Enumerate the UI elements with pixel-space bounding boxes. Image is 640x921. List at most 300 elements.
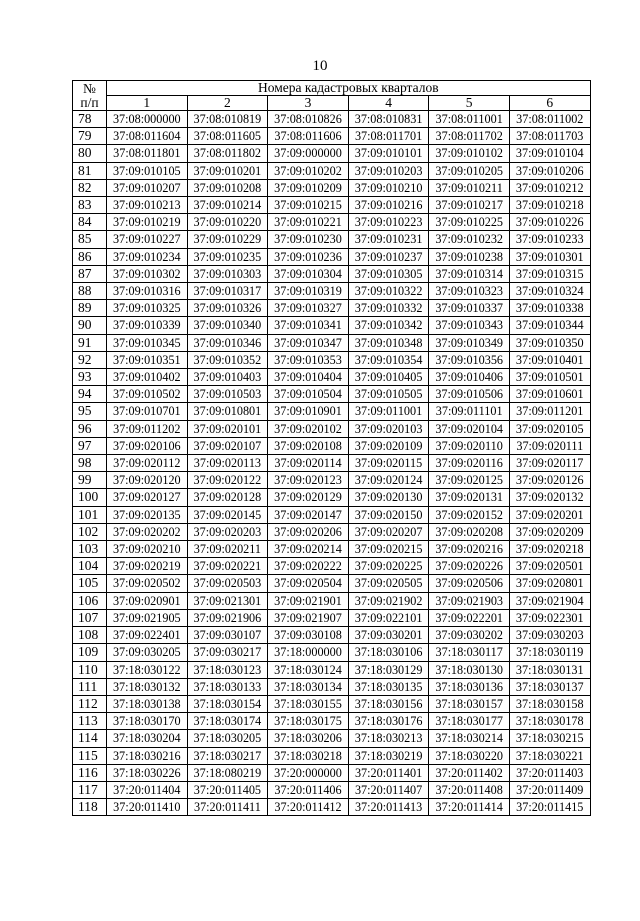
cadastral-number-cell: 37:09:020207 <box>348 523 429 540</box>
column-number-row <box>73 96 591 111</box>
cadastral-number-cell: 37:18:030154 <box>187 695 268 712</box>
cadastral-number-cell: 37:09:011202 <box>107 420 188 437</box>
cadastral-number-cell: 37:09:010208 <box>187 179 268 196</box>
cadastral-number-cell: 37:09:020211 <box>187 541 268 558</box>
cadastral-number-cell: 37:09:010214 <box>187 197 268 214</box>
row-number-cell: 93 <box>73 369 107 386</box>
cadastral-number-cell: 37:09:021902 <box>348 592 429 609</box>
cadastral-number-cell: 37:09:010317 <box>187 283 268 300</box>
row-number-cell: 83 <box>73 197 107 214</box>
cadastral-number-cell: 37:20:011401 <box>348 764 429 781</box>
cadastral-number-cell: 37:20:011402 <box>429 764 510 781</box>
row-number-cell: 113 <box>73 713 107 730</box>
cadastral-number-cell: 37:09:010325 <box>107 300 188 317</box>
cadastral-number-cell: 37:09:010406 <box>429 369 510 386</box>
cadastral-number-cell: 37:09:010347 <box>268 334 349 351</box>
cadastral-number-cell: 37:09:020501 <box>509 558 590 575</box>
cadastral-number-cell: 37:09:010345 <box>107 334 188 351</box>
cadastral-number-cell: 37:08:000000 <box>107 111 188 128</box>
table-row <box>73 523 591 540</box>
row-number-cell: 89 <box>73 300 107 317</box>
cadastral-number-cell: 37:09:010404 <box>268 369 349 386</box>
cadastral-number-cell: 37:09:010212 <box>509 179 590 196</box>
column-header: 4 <box>348 96 429 111</box>
row-number-cell: 114 <box>73 730 107 747</box>
table-row <box>73 747 591 764</box>
cadastral-number-cell: 37:09:010343 <box>429 317 510 334</box>
cadastral-number-cell: 37:09:010501 <box>509 369 590 386</box>
row-number-cell: 91 <box>73 334 107 351</box>
table-row <box>73 489 591 506</box>
cadastral-number-cell: 37:09:020225 <box>348 558 429 575</box>
row-number-cell: 86 <box>73 248 107 265</box>
cadastral-number-cell: 37:09:010207 <box>107 179 188 196</box>
cadastral-number-cell: 37:09:020126 <box>509 472 590 489</box>
cadastral-number-cell: 37:09:020103 <box>348 420 429 437</box>
cadastral-number-cell: 37:18:030106 <box>348 644 429 661</box>
cadastral-number-cell: 37:20:011409 <box>509 781 590 798</box>
row-number-cell: 82 <box>73 179 107 196</box>
table-row <box>73 781 591 798</box>
cadastral-number-cell: 37:09:021906 <box>187 609 268 626</box>
cadastral-number-cell: 37:09:030203 <box>509 627 590 644</box>
cadastral-number-cell: 37:09:010901 <box>268 403 349 420</box>
table-row <box>73 558 591 575</box>
cadastral-number-cell: 37:09:010354 <box>348 351 429 368</box>
row-number-cell: 98 <box>73 455 107 472</box>
cadastral-number-cell: 37:18:030137 <box>509 678 590 695</box>
cadastral-number-cell: 37:09:010231 <box>348 231 429 248</box>
cadastral-number-cell: 37:18:030133 <box>187 678 268 695</box>
cadastral-number-cell: 37:09:010505 <box>348 386 429 403</box>
cadastral-number-cell: 37:09:010322 <box>348 283 429 300</box>
cadastral-number-cell: 37:09:020122 <box>187 472 268 489</box>
cadastral-number-cell: 37:09:020102 <box>268 420 349 437</box>
table-body <box>73 111 591 816</box>
cadastral-number-cell: 37:09:010340 <box>187 317 268 334</box>
table-row <box>73 231 591 248</box>
cadastral-number-cell: 37:09:000000 <box>268 145 349 162</box>
cadastral-number-cell: 37:09:020203 <box>187 523 268 540</box>
cadastral-number-cell: 37:09:010210 <box>348 179 429 196</box>
cadastral-number-cell: 37:09:010229 <box>187 231 268 248</box>
cadastral-number-cell: 37:09:020128 <box>187 489 268 506</box>
cadastral-number-cell: 37:09:010601 <box>509 386 590 403</box>
cadastral-number-cell: 37:20:011412 <box>268 799 349 816</box>
cadastral-number-cell: 37:09:020505 <box>348 575 429 592</box>
cadastral-number-cell: 37:09:010353 <box>268 351 349 368</box>
cadastral-number-cell: 37:09:021301 <box>187 592 268 609</box>
cadastral-number-cell: 37:09:010405 <box>348 369 429 386</box>
row-number-cell: 78 <box>73 111 107 128</box>
cadastral-number-cell: 37:09:010101 <box>348 145 429 162</box>
page-number: 10 <box>312 58 328 74</box>
cadastral-number-cell: 37:09:020125 <box>429 472 510 489</box>
cadastral-number-cell: 37:09:010304 <box>268 265 349 282</box>
cadastral-number-cell: 37:09:010226 <box>509 214 590 231</box>
row-number-cell: 115 <box>73 747 107 764</box>
table-row <box>73 386 591 403</box>
cadastral-number-cell: 37:09:010209 <box>268 179 349 196</box>
cadastral-number-cell: 37:18:080219 <box>187 764 268 781</box>
cadastral-number-cell: 37:09:010342 <box>348 317 429 334</box>
cadastral-number-cell: 37:09:010236 <box>268 248 349 265</box>
row-number-cell: 92 <box>73 351 107 368</box>
cadastral-number-cell: 37:18:030117 <box>429 644 510 661</box>
cadastral-number-cell: 37:09:020215 <box>348 541 429 558</box>
cadastral-number-cell: 37:09:010349 <box>429 334 510 351</box>
table-row <box>73 627 591 644</box>
table-row <box>73 420 591 437</box>
table-row <box>73 592 591 609</box>
table-row <box>73 730 591 747</box>
cadastral-number-cell: 37:18:030177 <box>429 713 510 730</box>
cadastral-number-cell: 37:08:011701 <box>348 128 429 145</box>
cadastral-number-cell: 37:09:020120 <box>107 472 188 489</box>
cadastral-number-cell: 37:09:020210 <box>107 541 188 558</box>
cadastral-number-cell: 37:18:030119 <box>509 644 590 661</box>
cadastral-number-cell: 37:09:010403 <box>187 369 268 386</box>
cadastral-number-cell: 37:09:010346 <box>187 334 268 351</box>
cadastral-number-cell: 37:18:030156 <box>348 695 429 712</box>
cadastral-number-cell: 37:09:010235 <box>187 248 268 265</box>
cadastral-number-cell: 37:09:020901 <box>107 592 188 609</box>
table-row <box>73 334 591 351</box>
cadastral-number-cell: 37:20:011414 <box>429 799 510 816</box>
row-number-cell: 117 <box>73 781 107 798</box>
cadastral-number-cell: 37:09:010315 <box>509 265 590 282</box>
table-row <box>73 799 591 816</box>
column-header: 6 <box>509 96 590 111</box>
cadastral-number-cell: 37:09:010348 <box>348 334 429 351</box>
row-number-header-top: № <box>83 80 96 96</box>
row-number-cell: 102 <box>73 523 107 540</box>
cadastral-number-cell: 37:09:010234 <box>107 248 188 265</box>
cadastral-number-cell: 37:09:010301 <box>509 248 590 265</box>
cadastral-number-cell: 37:09:020209 <box>509 523 590 540</box>
cadastral-number-cell: 37:18:030205 <box>187 730 268 747</box>
table-row <box>73 455 591 472</box>
cadastral-number-cell: 37:09:030108 <box>268 627 349 644</box>
cadastral-number-cell: 37:09:020135 <box>107 506 188 523</box>
cadastral-number-cell: 37:09:010356 <box>429 351 510 368</box>
cadastral-number-cell: 37:18:030226 <box>107 764 188 781</box>
cadastral-number-cell: 37:09:010205 <box>429 162 510 179</box>
cadastral-number-cell: 37:18:030215 <box>509 730 590 747</box>
cadastral-number-cell: 37:09:010202 <box>268 162 349 179</box>
cadastral-number-cell: 37:09:020105 <box>509 420 590 437</box>
cadastral-number-cell: 37:09:010216 <box>348 197 429 214</box>
cadastral-number-cell: 37:09:011201 <box>509 403 590 420</box>
row-number-header-bottom: п/п <box>80 94 99 110</box>
cadastral-number-cell: 37:18:030157 <box>429 695 510 712</box>
cadastral-number-cell: 37:09:020216 <box>429 541 510 558</box>
cadastral-number-cell: 37:18:030124 <box>268 661 349 678</box>
cadastral-number-cell: 37:09:020206 <box>268 523 349 540</box>
column-header: 3 <box>268 96 349 111</box>
cadastral-number-cell: 37:08:011605 <box>187 128 268 145</box>
cadastral-number-cell: 37:09:020101 <box>187 420 268 437</box>
row-number-cell: 107 <box>73 609 107 626</box>
cadastral-number-cell: 37:09:010225 <box>429 214 510 231</box>
row-number-cell: 88 <box>73 283 107 300</box>
cadastral-number-cell: 37:18:030220 <box>429 747 510 764</box>
cadastral-number-cell: 37:09:030205 <box>107 644 188 661</box>
cadastral-number-cell: 37:09:022101 <box>348 609 429 626</box>
cadastral-number-cell: 37:09:022201 <box>429 609 510 626</box>
table-row <box>73 162 591 179</box>
cadastral-number-cell: 37:09:010238 <box>429 248 510 265</box>
row-number-cell: 109 <box>73 644 107 661</box>
row-number-header <box>73 81 107 111</box>
cadastral-number-cell: 37:18:030217 <box>187 747 268 764</box>
row-number-cell: 104 <box>73 558 107 575</box>
cadastral-number-cell: 37:20:011405 <box>187 781 268 798</box>
cadastral-number-cell: 37:09:020129 <box>268 489 349 506</box>
cadastral-number-cell: 37:08:010826 <box>268 111 349 128</box>
table-row <box>73 506 591 523</box>
row-number-cell: 116 <box>73 764 107 781</box>
cadastral-number-cell: 37:09:020111 <box>509 437 590 454</box>
row-number-cell: 84 <box>73 214 107 231</box>
row-number-cell: 118 <box>73 799 107 816</box>
cadastral-number-cell: 37:09:030202 <box>429 627 510 644</box>
cadastral-number-cell: 37:09:020201 <box>509 506 590 523</box>
row-number-cell: 103 <box>73 541 107 558</box>
cadastral-number-cell: 37:09:010219 <box>107 214 188 231</box>
cadastral-number-cell: 37:09:010351 <box>107 351 188 368</box>
cadastral-number-cell: 37:09:010303 <box>187 265 268 282</box>
cadastral-number-cell: 37:09:020208 <box>429 523 510 540</box>
cadastral-number-cell: 37:09:010302 <box>107 265 188 282</box>
cadastral-number-cell: 37:08:011606 <box>268 128 349 145</box>
cadastral-number-cell: 37:09:020150 <box>348 506 429 523</box>
table-row <box>73 351 591 368</box>
cadastral-number-cell: 37:20:011403 <box>509 764 590 781</box>
cadastral-number-cell: 37:09:020504 <box>268 575 349 592</box>
column-header: 5 <box>429 96 510 111</box>
cadastral-number-cell: 37:09:020801 <box>509 575 590 592</box>
cadastral-number-cell: 37:09:021901 <box>268 592 349 609</box>
cadastral-number-cell: 37:09:020127 <box>107 489 188 506</box>
row-number-cell: 101 <box>73 506 107 523</box>
row-number-cell: 99 <box>73 472 107 489</box>
cadastral-number-cell: 37:09:020109 <box>348 437 429 454</box>
row-number-cell: 81 <box>73 162 107 179</box>
cadastral-number-cell: 37:09:010305 <box>348 265 429 282</box>
cadastral-number-cell: 37:09:010230 <box>268 231 349 248</box>
cadastral-number-cell: 37:09:020107 <box>187 437 268 454</box>
cadastral-number-cell: 37:09:030107 <box>187 627 268 644</box>
row-number-cell: 110 <box>73 661 107 678</box>
cadastral-number-cell: 37:18:030136 <box>429 678 510 695</box>
cadastral-number-cell: 37:09:020130 <box>348 489 429 506</box>
cadastral-number-cell: 37:20:011410 <box>107 799 188 816</box>
cadastral-number-cell: 37:09:020152 <box>429 506 510 523</box>
cadastral-number-cell: 37:09:011001 <box>348 403 429 420</box>
cadastral-number-cell: 37:18:030130 <box>429 661 510 678</box>
cadastral-number-cell: 37:09:010203 <box>348 162 429 179</box>
cadastral-number-cell: 37:09:010324 <box>509 283 590 300</box>
table-row <box>73 317 591 334</box>
cadastral-number-cell: 37:09:020123 <box>268 472 349 489</box>
cadastral-number-cell: 37:09:010215 <box>268 197 349 214</box>
cadastral-number-cell: 37:09:010503 <box>187 386 268 403</box>
row-number-cell: 111 <box>73 678 107 695</box>
cadastral-number-cell: 37:09:030201 <box>348 627 429 644</box>
table-row <box>73 678 591 695</box>
cadastral-number-cell: 37:09:020112 <box>107 455 188 472</box>
cadastral-number-cell: 37:09:020503 <box>187 575 268 592</box>
table-header <box>73 81 591 111</box>
cadastral-number-cell: 37:08:011604 <box>107 128 188 145</box>
table-row <box>73 713 591 730</box>
table-row <box>73 179 591 196</box>
row-number-cell: 97 <box>73 437 107 454</box>
cadastral-number-cell: 37:18:030135 <box>348 678 429 695</box>
cadastral-number-cell: 37:09:010218 <box>509 197 590 214</box>
cadastral-number-cell: 37:20:011415 <box>509 799 590 816</box>
cadastral-number-cell: 37:09:010506 <box>429 386 510 403</box>
cadastral-quarters-table <box>72 80 591 816</box>
table-row <box>73 644 591 661</box>
cadastral-number-cell: 37:18:030138 <box>107 695 188 712</box>
cadastral-number-cell: 37:09:020117 <box>509 455 590 472</box>
cadastral-number-cell: 37:08:011801 <box>107 145 188 162</box>
row-number-cell: 112 <box>73 695 107 712</box>
cadastral-number-cell: 37:09:010233 <box>509 231 590 248</box>
cadastral-number-cell: 37:09:010701 <box>107 403 188 420</box>
cadastral-number-cell: 37:09:010323 <box>429 283 510 300</box>
table-row <box>73 695 591 712</box>
cadastral-number-cell: 37:18:030174 <box>187 713 268 730</box>
column-header: 2 <box>187 96 268 111</box>
cadastral-number-cell: 37:18:030214 <box>429 730 510 747</box>
cadastral-number-cell: 37:18:030213 <box>348 730 429 747</box>
cadastral-number-cell: 37:09:020116 <box>429 455 510 472</box>
cadastral-number-cell: 37:09:022301 <box>509 609 590 626</box>
cadastral-number-cell: 37:09:020106 <box>107 437 188 454</box>
cadastral-number-cell: 37:09:010352 <box>187 351 268 368</box>
table-row <box>73 214 591 231</box>
table-row <box>73 265 591 282</box>
row-number-cell: 87 <box>73 265 107 282</box>
cadastral-number-cell: 37:18:030178 <box>509 713 590 730</box>
cadastral-number-cell: 37:09:010401 <box>509 351 590 368</box>
cadastral-number-cell: 37:18:030221 <box>509 747 590 764</box>
cadastral-number-cell: 37:18:030216 <box>107 747 188 764</box>
cadastral-number-cell: 37:18:030176 <box>348 713 429 730</box>
cadastral-number-cell: 37:09:010201 <box>187 162 268 179</box>
cadastral-number-cell: 37:08:011001 <box>429 111 510 128</box>
cadastral-number-cell: 37:09:010337 <box>429 300 510 317</box>
cadastral-number-cell: 37:09:020132 <box>509 489 590 506</box>
cadastral-number-cell: 37:09:020502 <box>107 575 188 592</box>
group-header: Номера кадастровых кварталов <box>107 81 591 96</box>
cadastral-number-cell: 37:09:020221 <box>187 558 268 575</box>
cadastral-number-cell: 37:09:020104 <box>429 420 510 437</box>
cadastral-number-cell: 37:09:010801 <box>187 403 268 420</box>
cadastral-number-cell: 37:20:011411 <box>187 799 268 816</box>
cadastral-number-cell: 37:09:010344 <box>509 317 590 334</box>
row-number-cell: 95 <box>73 403 107 420</box>
cadastral-number-cell: 37:18:030218 <box>268 747 349 764</box>
cadastral-number-cell: 37:09:021904 <box>509 592 590 609</box>
cadastral-number-cell: 37:09:020145 <box>187 506 268 523</box>
cadastral-number-cell: 37:09:010227 <box>107 231 188 248</box>
cadastral-number-cell: 37:09:010104 <box>509 145 590 162</box>
cadastral-number-cell: 37:18:030129 <box>348 661 429 678</box>
cadastral-number-cell: 37:20:011413 <box>348 799 429 816</box>
cadastral-number-cell: 37:08:011703 <box>509 128 590 145</box>
cadastral-number-cell: 37:09:010504 <box>268 386 349 403</box>
cadastral-number-cell: 37:20:011404 <box>107 781 188 798</box>
cadastral-number-cell: 37:20:011406 <box>268 781 349 798</box>
cadastral-number-cell: 37:09:020226 <box>429 558 510 575</box>
row-number-cell: 94 <box>73 386 107 403</box>
cadastral-number-cell: 37:20:011407 <box>348 781 429 798</box>
cadastral-number-cell: 37:09:020219 <box>107 558 188 575</box>
cadastral-number-cell: 37:09:010232 <box>429 231 510 248</box>
cadastral-number-cell: 37:18:030123 <box>187 661 268 678</box>
cadastral-number-cell: 37:18:030206 <box>268 730 349 747</box>
cadastral-number-cell: 37:09:010102 <box>429 145 510 162</box>
row-number-cell: 90 <box>73 317 107 334</box>
cadastral-number-cell: 37:09:010339 <box>107 317 188 334</box>
cadastral-number-cell: 37:18:030131 <box>509 661 590 678</box>
row-number-cell: 79 <box>73 128 107 145</box>
cadastral-number-cell: 37:08:011702 <box>429 128 510 145</box>
cadastral-number-cell: 37:20:000000 <box>268 764 349 781</box>
table-row <box>73 283 591 300</box>
cadastral-number-cell: 37:09:010221 <box>268 214 349 231</box>
cadastral-number-cell: 37:09:010314 <box>429 265 510 282</box>
table-row <box>73 764 591 781</box>
table-row <box>73 128 591 145</box>
cadastral-number-cell: 37:08:010831 <box>348 111 429 128</box>
row-number-cell: 105 <box>73 575 107 592</box>
row-number-cell: 100 <box>73 489 107 506</box>
row-number-cell: 80 <box>73 145 107 162</box>
cadastral-number-cell: 37:18:030204 <box>107 730 188 747</box>
row-number-cell: 108 <box>73 627 107 644</box>
table-row <box>73 541 591 558</box>
cadastral-number-cell: 37:09:010327 <box>268 300 349 317</box>
cadastral-number-cell: 37:18:000000 <box>268 644 349 661</box>
cadastral-number-cell: 37:09:010402 <box>107 369 188 386</box>
row-number-cell: 106 <box>73 592 107 609</box>
table-row <box>73 300 591 317</box>
cadastral-number-cell: 37:09:011101 <box>429 403 510 420</box>
cadastral-number-cell: 37:09:020113 <box>187 455 268 472</box>
table-row <box>73 472 591 489</box>
cadastral-number-cell: 37:09:010332 <box>348 300 429 317</box>
cadastral-number-cell: 37:09:010338 <box>509 300 590 317</box>
cadastral-number-cell: 37:09:010213 <box>107 197 188 214</box>
cadastral-number-cell: 37:09:020214 <box>268 541 349 558</box>
cadastral-number-cell: 37:09:020147 <box>268 506 349 523</box>
table-row <box>73 661 591 678</box>
row-number-cell: 85 <box>73 231 107 248</box>
cadastral-number-cell: 37:18:030158 <box>509 695 590 712</box>
table-row <box>73 111 591 128</box>
table-row <box>73 437 591 454</box>
cadastral-number-cell: 37:08:011002 <box>509 111 590 128</box>
cadastral-number-cell: 37:09:020202 <box>107 523 188 540</box>
cadastral-number-cell: 37:09:020108 <box>268 437 349 454</box>
table-row <box>73 145 591 162</box>
cadastral-number-cell: 37:09:010223 <box>348 214 429 231</box>
